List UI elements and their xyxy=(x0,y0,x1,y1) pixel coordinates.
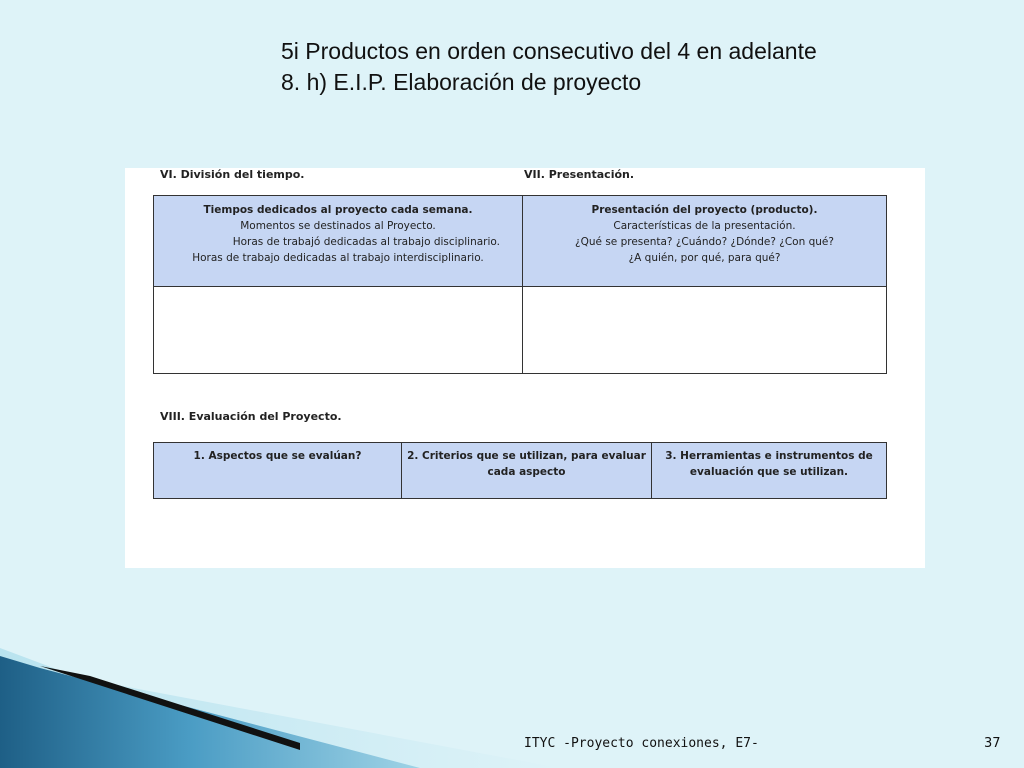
presentation-body-cell xyxy=(523,287,887,374)
time-body-cell xyxy=(154,287,523,374)
time-header-cell xyxy=(154,196,523,287)
time-presentation-table xyxy=(153,195,887,374)
title-line-2: 8. h) E.I.P. Elaboración de proyecto xyxy=(281,69,642,95)
presentation-header-title: Presentación del proyecto (producto). xyxy=(591,204,818,216)
presentation-header-cell xyxy=(523,196,887,287)
document-image xyxy=(125,168,925,568)
section-8-label: VIII. Evaluación del Proyecto. xyxy=(160,410,342,423)
footer-text: ITYC -Proyecto conexiones, E7- xyxy=(524,736,759,751)
time-header-line: Horas de trabajo dedicadas al trabajo interdisciplinario. xyxy=(192,252,484,264)
evaluation-header-aspects xyxy=(154,443,402,499)
evaluation-header-line: 1. Aspectos que se evalúan? xyxy=(193,450,362,462)
evaluation-header-line: cada aspecto xyxy=(487,466,566,478)
evaluation-table xyxy=(153,442,887,499)
slide-title xyxy=(281,36,817,98)
presentation-header-line: ¿Qué se presenta? ¿Cuándo? ¿Dónde? ¿Con qué? xyxy=(575,236,834,248)
decorative-swoosh xyxy=(0,638,1024,768)
evaluation-header-criteria xyxy=(402,443,652,499)
presentation-header-line: ¿A quién, por qué, para qué? xyxy=(628,252,781,264)
time-header-title: Tiempos dedicados al proyecto cada semana. xyxy=(203,204,473,216)
section-7-label: VII. Presentación. xyxy=(524,168,635,181)
evaluation-header-line: 3. Herramientas e instrumentos de xyxy=(665,450,873,462)
time-header-line: Momentos se destinados al Proyecto. xyxy=(240,220,436,232)
section-6-label: VI. División del tiempo. xyxy=(160,168,305,181)
presentation-header-line: Características de la presentación. xyxy=(613,220,796,232)
evaluation-header-tools xyxy=(652,443,887,499)
evaluation-header-line: 2. Criterios que se utilizan, para evaluar xyxy=(407,450,646,462)
evaluation-header-line: evaluación que se utilizan. xyxy=(689,466,849,478)
time-header-line: Horas de trabajó dedicadas al trabajo disciplinario. xyxy=(232,236,500,248)
title-line-1: 5i Productos en orden consecutivo del 4 en adelante xyxy=(281,38,817,64)
page-number: 37 xyxy=(984,736,1001,751)
